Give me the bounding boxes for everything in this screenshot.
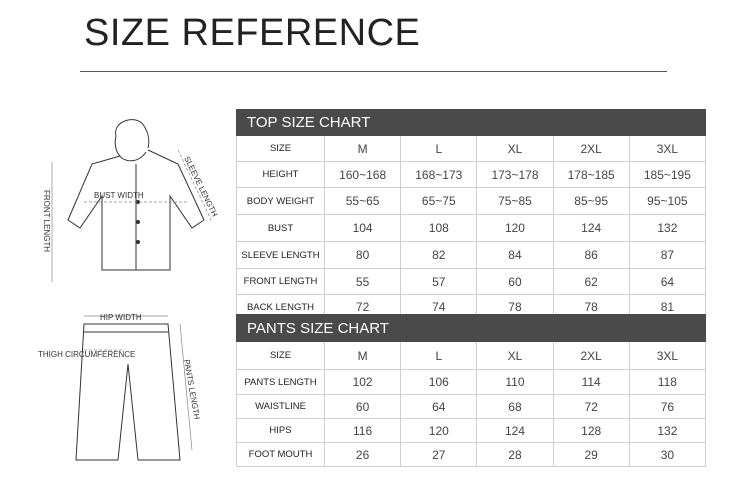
- table-cell: 64: [629, 269, 705, 295]
- table-cell: 78: [553, 295, 629, 320]
- row-label: FOOT MOUTH: [237, 443, 325, 467]
- table-cell: 102: [325, 370, 401, 395]
- table-cell: 86: [553, 242, 629, 269]
- row-label: WAISTLINE: [237, 395, 325, 419]
- front-length-label: FRONT LENGTH: [42, 190, 51, 253]
- pants-drawing: [76, 324, 180, 460]
- table-cell: M: [325, 136, 401, 162]
- bust-width-label: BUST WIDTH: [94, 191, 144, 200]
- table-cell: 116: [325, 419, 401, 443]
- table-cell: 124: [477, 419, 553, 443]
- table-cell: 62: [553, 269, 629, 295]
- table-cell: 84: [477, 242, 553, 269]
- table-cell: 2XL: [553, 342, 629, 370]
- table-cell: M: [325, 342, 401, 370]
- top-chart-header: [237, 110, 706, 136]
- table-cell: 110: [477, 370, 553, 395]
- table-cell: 132: [629, 215, 705, 242]
- table-cell: 64: [401, 395, 477, 419]
- table-cell: 178~185: [553, 162, 629, 188]
- table-cell: XL: [477, 342, 553, 370]
- table-row: [237, 342, 706, 370]
- table-cell: 26: [325, 443, 401, 467]
- table-row: [237, 136, 706, 162]
- table-row: [237, 269, 706, 295]
- table-cell: 27: [401, 443, 477, 467]
- table-cell: 173~178: [477, 162, 553, 188]
- hip-width-label: HIP WIDTH: [100, 313, 142, 322]
- table-cell: 95~105: [629, 188, 705, 215]
- top-chart-title: TOP SIZE CHART: [237, 110, 706, 136]
- thigh-label: THIGH CIRCUMFERENCE: [38, 350, 136, 359]
- table-row: [237, 188, 706, 215]
- table-cell: 120: [477, 215, 553, 242]
- table-cell: 74: [401, 295, 477, 320]
- table-cell: 76: [629, 395, 705, 419]
- row-label: BUST: [237, 215, 325, 242]
- table-cell: 55: [325, 269, 401, 295]
- sleeve-length-label: SLEEVE LENGTH: [182, 154, 220, 219]
- table-cell: 2XL: [553, 136, 629, 162]
- table-row: [237, 419, 706, 443]
- table-cell: 30: [629, 443, 705, 467]
- table-cell: 78: [477, 295, 553, 320]
- garment-illustration: [20, 110, 250, 470]
- table-cell: 106: [401, 370, 477, 395]
- table-cell: 87: [629, 242, 705, 269]
- table-cell: 124: [553, 215, 629, 242]
- table-cell: 72: [325, 295, 401, 320]
- table-row: [237, 242, 706, 269]
- pants-chart-title: PANTS SIZE CHART: [237, 315, 706, 342]
- table-cell: 132: [629, 419, 705, 443]
- table-cell: 65~75: [401, 188, 477, 215]
- table-cell: 72: [553, 395, 629, 419]
- table-cell: 168~173: [401, 162, 477, 188]
- table-cell: 68: [477, 395, 553, 419]
- table-cell: 82: [401, 242, 477, 269]
- table-cell: L: [401, 342, 477, 370]
- table-cell: 29: [553, 443, 629, 467]
- table-cell: 85~95: [553, 188, 629, 215]
- table-cell: 3XL: [629, 342, 705, 370]
- table-cell: 60: [325, 395, 401, 419]
- table-cell: 57: [401, 269, 477, 295]
- table-cell: 81: [629, 295, 705, 320]
- row-label: HEIGHT: [237, 162, 325, 188]
- row-label: BACK LENGTH: [237, 295, 325, 320]
- pants-size-chart: [236, 314, 706, 467]
- table-cell: 114: [553, 370, 629, 395]
- table-row: [237, 395, 706, 419]
- row-label: FRONT LENGTH: [237, 269, 325, 295]
- table-row: [237, 215, 706, 242]
- row-label: SIZE: [237, 136, 325, 162]
- table-cell: 80: [325, 242, 401, 269]
- table-cell: 128: [553, 419, 629, 443]
- table-cell: 60: [477, 269, 553, 295]
- page-title: SIZE REFERENCE: [84, 12, 421, 54]
- table-cell: 104: [325, 215, 401, 242]
- top-size-chart: [236, 109, 706, 320]
- table-cell: 185~195: [629, 162, 705, 188]
- row-label: SLEEVE LENGTH: [237, 242, 325, 269]
- row-label: SIZE: [237, 342, 325, 370]
- table-cell: 160~168: [325, 162, 401, 188]
- table-cell: 120: [401, 419, 477, 443]
- row-label: HIPS: [237, 419, 325, 443]
- table-cell: L: [401, 136, 477, 162]
- table-cell: XL: [477, 136, 553, 162]
- table-row: [237, 370, 706, 395]
- table-cell: 118: [629, 370, 705, 395]
- table-row: [237, 162, 706, 188]
- table-row: [237, 443, 706, 467]
- table-cell: 28: [477, 443, 553, 467]
- table-cell: 108: [401, 215, 477, 242]
- row-label: PANTS LENGTH: [237, 370, 325, 395]
- title-divider: [80, 71, 667, 72]
- table-cell: 55~65: [325, 188, 401, 215]
- table-cell: 3XL: [629, 136, 705, 162]
- table-cell: 75~85: [477, 188, 553, 215]
- row-label: BODY WEIGHT: [237, 188, 325, 215]
- pants-length-label: PANTS LENGTH: [182, 358, 202, 421]
- pants-chart-header: [237, 315, 706, 342]
